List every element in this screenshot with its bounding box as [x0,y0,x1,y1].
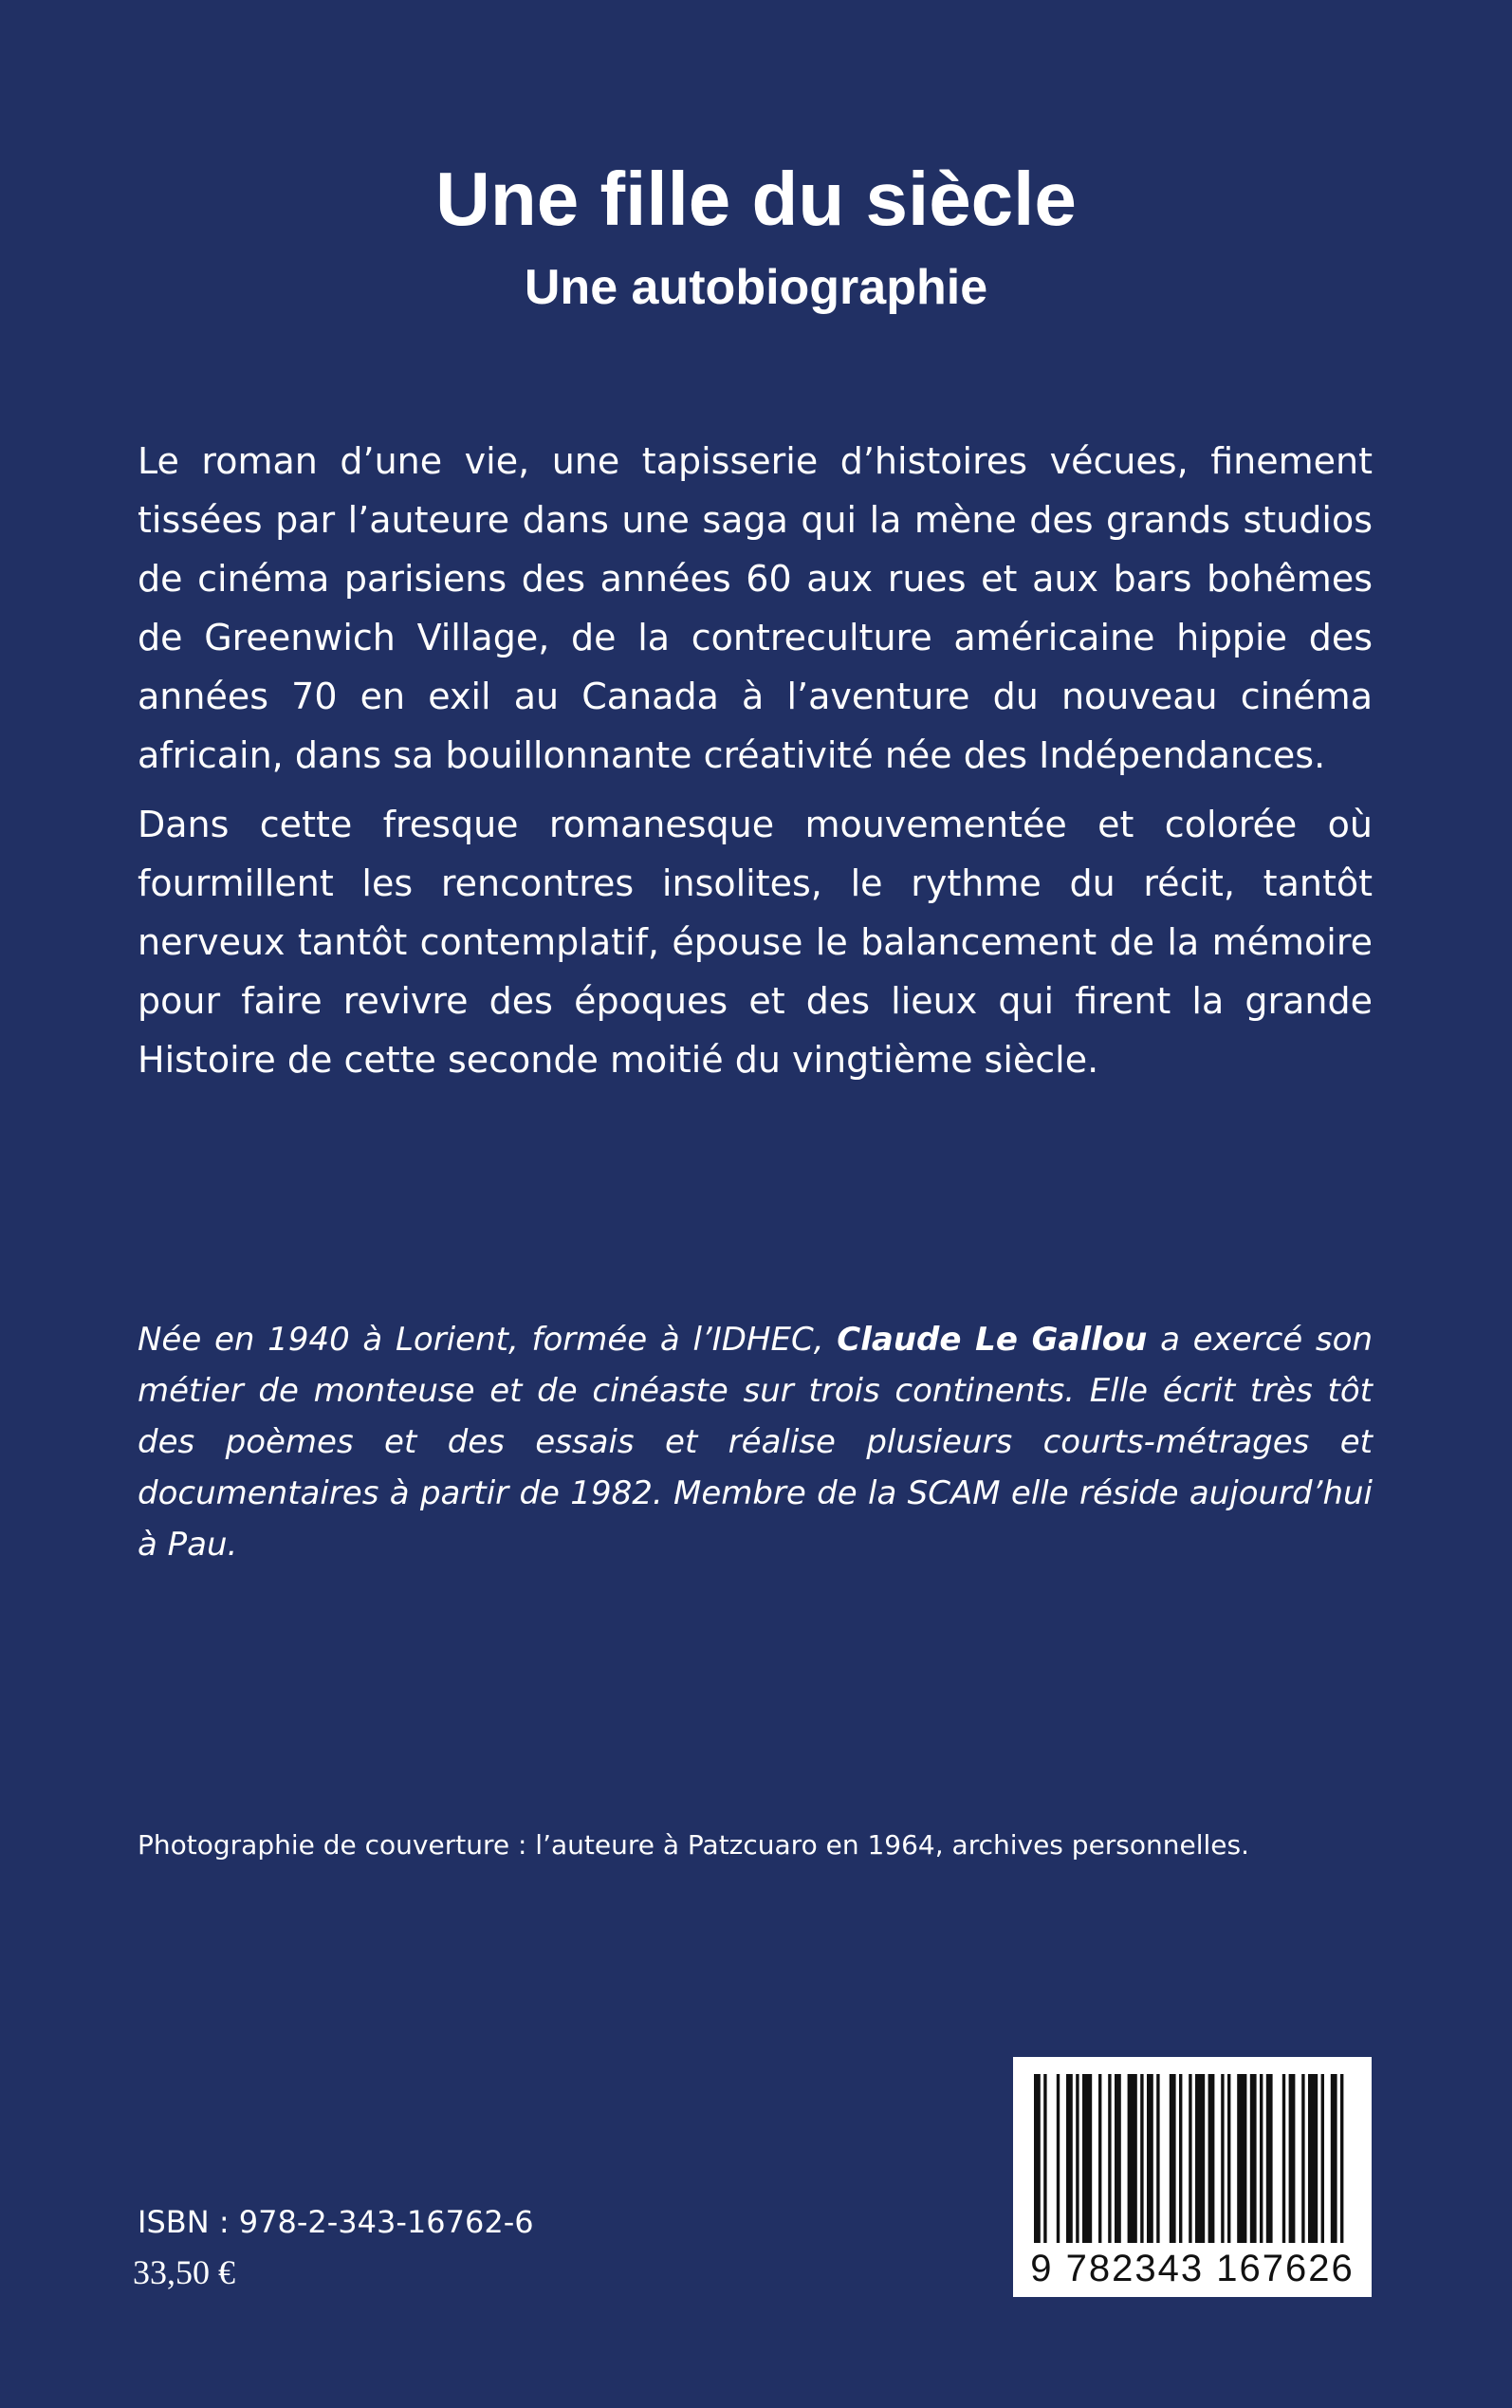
blurb-paragraph: Le roman d’une vie, une tapisserie d’histoires vécues, finement tissées par l’auteure dans une saga qui la mène des grands studios de cinéma parisiens des années 60 aux rues et aux bars bohêmes de Greenwich Village, de la contreculture américaine hippie des années 70 en exil au Canada à l’aventure du nouveau cinéma africain, dans sa bouillonnante créativité née des Indépendances. [138,440,1373,776]
barcode-bar [1282,2074,1285,2243]
barcode-bar [1308,2074,1318,2243]
barcode-bar [1147,2074,1153,2243]
price: 33,50 € [133,2253,235,2291]
barcode-bar [1340,2074,1343,2243]
barcode-bar [1221,2074,1224,2243]
barcode [1013,2057,1372,2297]
barcode-bar [1170,2074,1176,2243]
barcode-bar [1156,2074,1159,2243]
barcode-digits: 9 782343 167626 [1030,2248,1355,2289]
isbn: ISBN : 978-2-343-16762-6 [138,2204,534,2240]
barcode-bar [1266,2074,1273,2243]
book-title: Une fille du siècle [435,157,1077,241]
barcode-bar [1066,2074,1073,2243]
author-name: Claude Le Gallou [837,1321,1148,1359]
barcode-bar [1128,2074,1137,2243]
blurb [138,432,1373,1100]
barcode-bar [1331,2074,1337,2243]
barcode-bar [1321,2074,1324,2243]
barcode-bar [1076,2074,1079,2243]
barcode-bar [1208,2074,1215,2243]
barcode-bar [1260,2074,1263,2243]
photo-credit: Photographie de couverture : l’auteure à Patzcuaro en 1964, archives personnelles. [138,1829,1250,1861]
barcode-bar [1034,2074,1041,2243]
barcode-bar [1189,2074,1191,2243]
barcode-bar [1115,2074,1121,2243]
author-bio [138,1314,1373,1570]
barcode-bar [1043,2074,1046,2243]
barcode-bar [1108,2074,1111,2243]
bio-text: Née en 1940 à Lorient, formée à l’IDHEC, [138,1321,838,1359]
barcode-bar [1098,2074,1101,2243]
barcode-bar [1227,2074,1230,2243]
barcode-bar [1250,2074,1257,2243]
barcode-bar [1237,2074,1246,2243]
barcode-bar [1140,2074,1143,2243]
barcode-bar [1082,2074,1092,2243]
barcode-bar [1179,2074,1182,2243]
barcode-bar [1195,2074,1205,2243]
barcode-bar [1301,2074,1304,2243]
barcode-bar [1057,2074,1060,2243]
book-subtitle: Une autobiographie [524,260,988,315]
bio-text: a exercé son métier de monteuse et de cinéaste sur trois continents. Elle écrit très tôt des poèmes et des essais et réalise plusieurs courts-métrages et documentaires à partir de 1982. Membre de la SCAM elle réside aujourd’hui à Pau. [138,1321,1373,1564]
barcode-bar [1289,2074,1296,2243]
blurb-paragraph: Dans cette fresque romanesque mouvementée et colorée où fourmillent les rencontres insolites, le rythme du récit, tantôt nerveux tantôt contemplatif, épouse le balancement de la mémoire pour faire revivre des époques et des lieux qui firent la grande Histoire de cette seconde moitié du vingtième siècle. [138,804,1373,1081]
barcode-bars [1013,2057,1372,2247]
